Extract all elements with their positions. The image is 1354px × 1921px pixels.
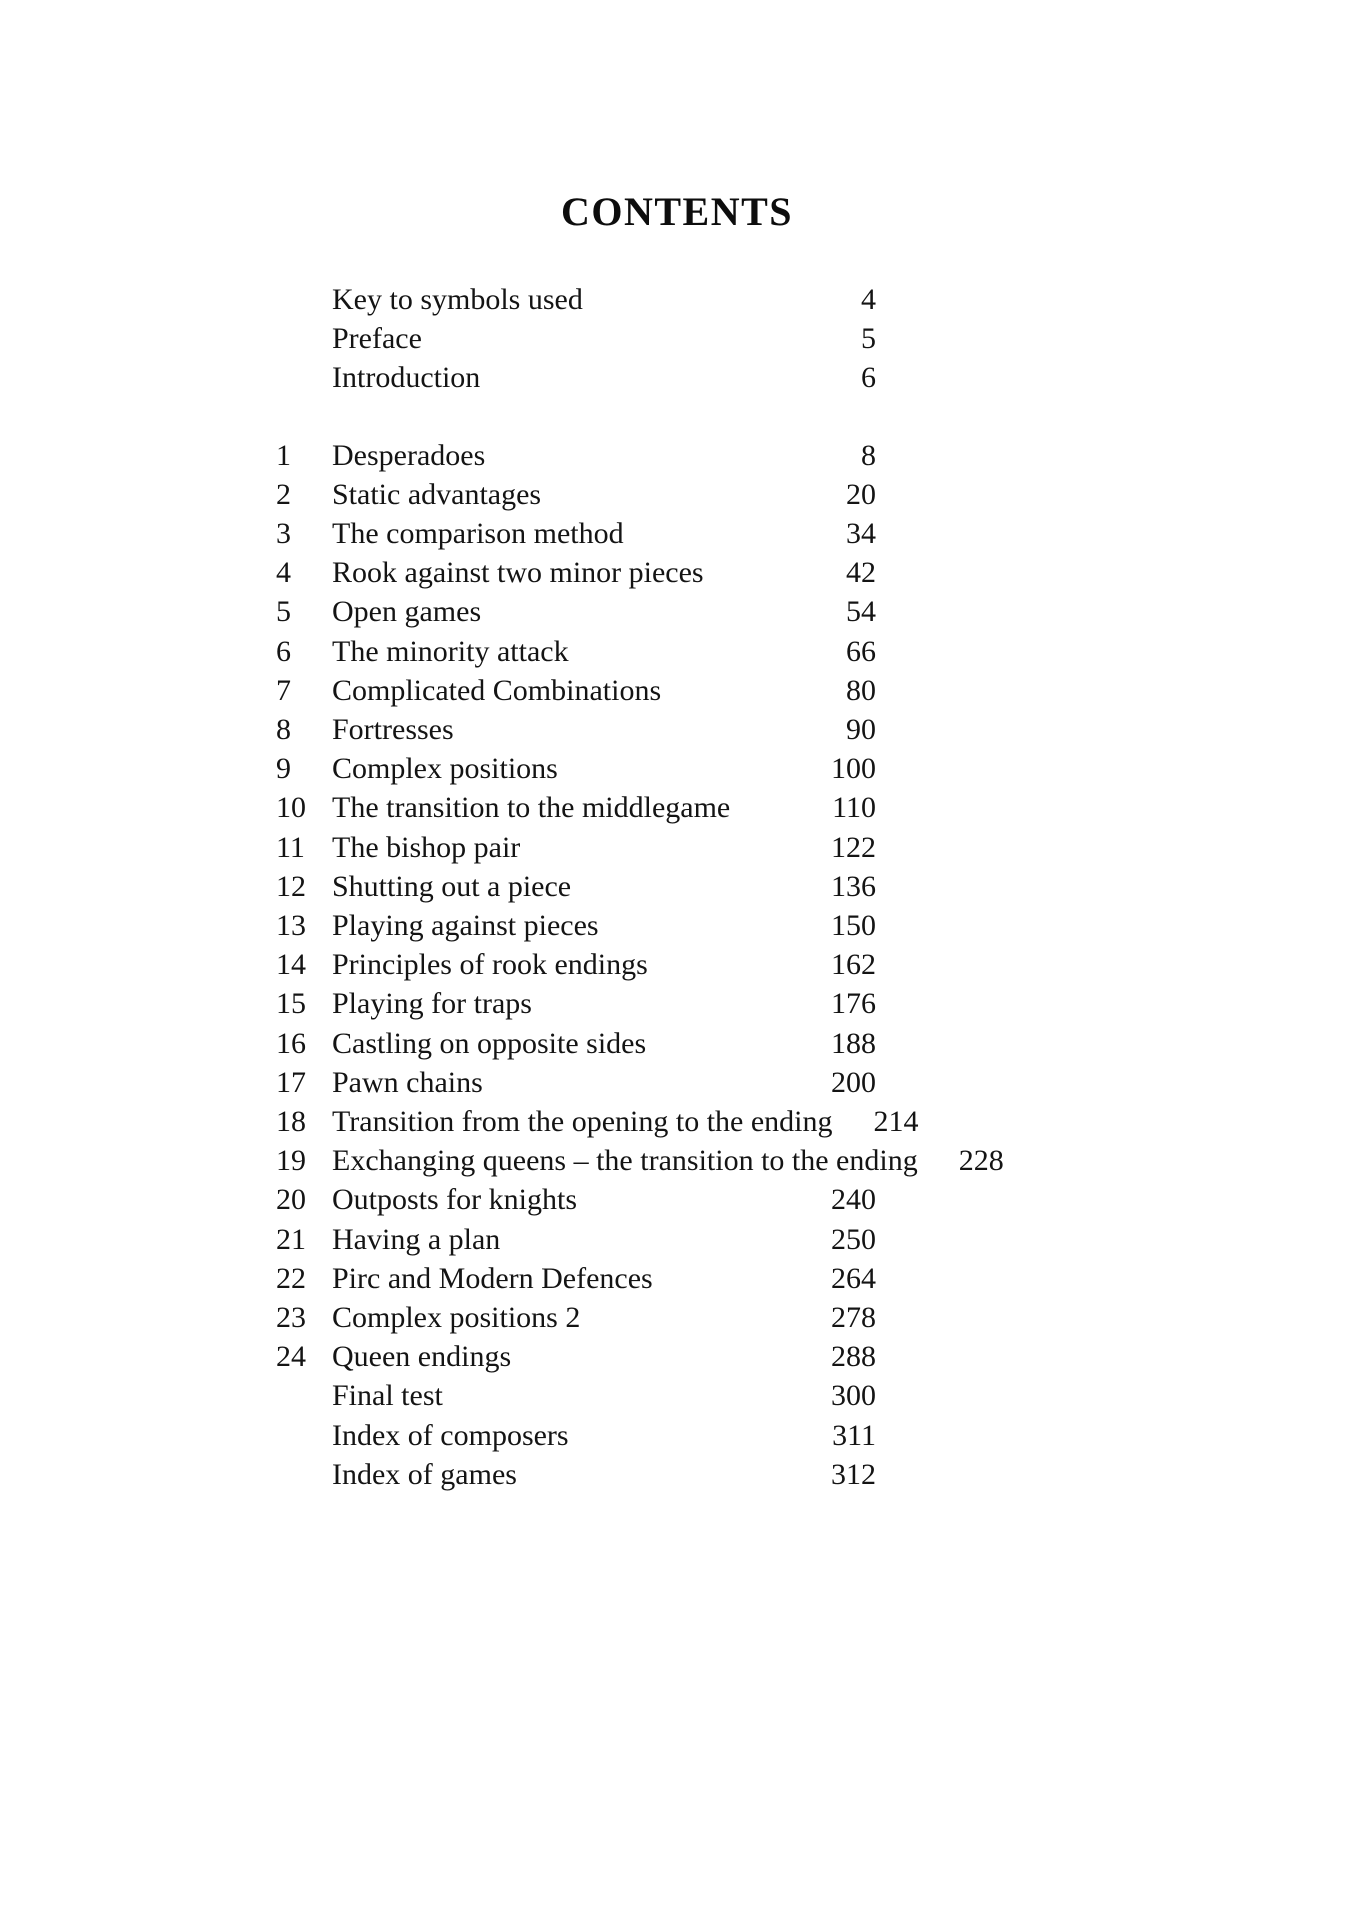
toc-entry-label: Transition from the opening to the ending — [332, 1105, 833, 1139]
toc-entry-label: Introduction — [332, 361, 481, 395]
toc-entry-label: Shutting out a piece — [332, 869, 572, 903]
toc-entry[interactable] — [276, 1337, 876, 1376]
toc-entry[interactable] — [276, 475, 876, 514]
toc-entry[interactable] — [276, 788, 876, 827]
toc-entry-label: Outposts for knights — [332, 1183, 578, 1217]
toc-entry-page: 80 — [846, 673, 876, 707]
page-title: CONTENTS — [560, 189, 794, 234]
toc-entry[interactable] — [276, 280, 876, 319]
toc-entry-label: Playing for traps — [332, 987, 532, 1021]
toc-entry[interactable] — [276, 319, 876, 358]
toc-entry[interactable] — [276, 945, 876, 984]
toc-entry-label: Key to symbols used — [332, 283, 583, 316]
toc-entry-page: 20 — [846, 477, 876, 511]
toc-entry[interactable] — [276, 1455, 876, 1494]
toc-entry-page: 228 — [958, 1144, 1004, 1178]
toc-entry[interactable] — [276, 984, 876, 1023]
toc-entry-number: 20 — [276, 1183, 306, 1217]
toc-entry-label: The comparison method — [332, 517, 624, 551]
toc-entry-label: Final test — [332, 1379, 443, 1413]
toc-entry-page: 278 — [831, 1301, 876, 1335]
toc-entry[interactable] — [276, 1063, 876, 1102]
toc-entry-label: Queen endings — [332, 1340, 512, 1374]
toc-entry-page: 240 — [831, 1183, 876, 1217]
toc-entry-label: Index of composers — [332, 1418, 569, 1452]
toc-entry-page: 4 — [861, 283, 876, 316]
toc-entry-label: Principles of rook endings — [332, 948, 648, 982]
toc-entry-label: The transition to the middlegame — [332, 791, 731, 825]
toc-entry[interactable] — [276, 1376, 876, 1415]
toc-entry[interactable] — [276, 1180, 876, 1219]
toc-entry-number: 19 — [276, 1144, 306, 1178]
toc-entry-number: 15 — [276, 987, 306, 1021]
toc-entry-label: Index of games — [332, 1457, 517, 1491]
toc-entry-number: 10 — [276, 791, 306, 825]
toc-entry-page: 136 — [831, 869, 876, 903]
toc-entry-label: Desperadoes — [332, 438, 486, 472]
toc-entry-page: 34 — [846, 517, 876, 551]
toc-entry-page: 176 — [831, 987, 876, 1021]
toc-entry-page: 5 — [861, 322, 876, 356]
toc-entry[interactable] — [276, 906, 876, 945]
section-divider — [276, 398, 876, 436]
toc-entry[interactable] — [276, 867, 876, 906]
toc-entry-page: 90 — [846, 713, 876, 747]
toc-entry-page: 122 — [831, 830, 876, 864]
toc-entry-label: Open games — [332, 595, 482, 629]
toc-entry-number: 1 — [276, 438, 291, 472]
toc-entry[interactable] — [276, 1102, 919, 1141]
toc-entry[interactable] — [276, 436, 876, 475]
toc-entry-page: 214 — [873, 1105, 919, 1139]
toc-entry-number: 17 — [276, 1065, 306, 1099]
toc-entry[interactable] — [276, 1259, 876, 1298]
toc-entry-page: 6 — [861, 361, 876, 395]
toc-entry-page: 162 — [831, 948, 876, 982]
toc-entry-label: The bishop pair — [332, 830, 521, 864]
toc-entry-number: 7 — [276, 673, 291, 707]
toc-entry-label: Complex positions — [332, 752, 558, 786]
toc-entry-page: 264 — [831, 1261, 876, 1295]
toc-entry[interactable] — [276, 1220, 876, 1259]
toc-entry-page: 288 — [831, 1340, 876, 1374]
toc-entry-page: 200 — [831, 1065, 876, 1099]
toc-entry-page: 300 — [831, 1379, 876, 1413]
toc-entry-page: 42 — [846, 556, 876, 590]
toc-entry[interactable] — [276, 710, 876, 749]
toc-entry-number: 6 — [276, 634, 291, 668]
toc-entry[interactable] — [276, 514, 876, 553]
toc-entry-number: 16 — [276, 1026, 306, 1060]
toc-entry-number: 3 — [276, 517, 291, 551]
toc-entry[interactable] — [276, 671, 876, 710]
toc-entry-number: 9 — [276, 752, 291, 786]
toc-entry[interactable] — [276, 553, 876, 592]
chapter-list — [276, 436, 1004, 1494]
toc-entry-number: 18 — [276, 1105, 306, 1139]
toc-entry-page: 312 — [831, 1457, 876, 1491]
toc-entry-label: The minority attack — [332, 634, 569, 668]
toc-entry-label: Rook against two minor pieces — [332, 556, 704, 590]
toc-entry-label: Pirc and Modern Defences — [332, 1261, 653, 1295]
toc-entry-number: 23 — [276, 1301, 306, 1335]
table-of-contents — [276, 280, 1004, 1494]
toc-entry-number: 11 — [276, 830, 305, 864]
toc-entry-page: 100 — [831, 752, 876, 786]
toc-entry-number: 13 — [276, 909, 306, 943]
toc-entry[interactable] — [276, 592, 876, 631]
toc-entry-number: 4 — [276, 556, 291, 590]
toc-entry-page: 54 — [846, 595, 876, 629]
toc-entry[interactable] — [276, 1141, 1004, 1180]
toc-entry-number: 22 — [276, 1261, 306, 1295]
toc-entry-label: Playing against pieces — [332, 909, 599, 943]
toc-entry-page: 311 — [832, 1418, 876, 1452]
toc-entry-page: 8 — [861, 438, 876, 472]
front-matter-list — [276, 280, 876, 398]
toc-entry[interactable] — [276, 828, 876, 867]
toc-entry[interactable] — [276, 1298, 876, 1337]
toc-entry[interactable] — [276, 632, 876, 671]
toc-entry-number: 2 — [276, 477, 291, 511]
toc-entry-number: 24 — [276, 1340, 306, 1374]
toc-entry-label: Having a plan — [332, 1222, 501, 1256]
toc-entry-number: 12 — [276, 869, 306, 903]
toc-entry-page: 66 — [846, 634, 876, 668]
toc-entry-page: 110 — [832, 791, 876, 825]
toc-entry-number: 5 — [276, 595, 291, 629]
toc-entry-label: Static advantages — [332, 477, 542, 511]
toc-entry[interactable] — [276, 749, 876, 788]
toc-entry-label: Pawn chains — [332, 1065, 483, 1099]
toc-entry[interactable] — [276, 1024, 876, 1063]
toc-entry-label: Complex positions 2 — [332, 1301, 581, 1335]
toc-entry[interactable] — [276, 1416, 876, 1455]
toc-entry-label: Complicated Combinations — [332, 673, 662, 707]
toc-entry-label: Exchanging queens – the transition to the ending — [332, 1144, 918, 1178]
toc-entry[interactable] — [276, 358, 876, 397]
toc-entry-number: 8 — [276, 713, 291, 747]
toc-entry-label: Preface — [332, 322, 422, 356]
toc-entry-page: 250 — [831, 1222, 876, 1256]
toc-entry-page: 188 — [831, 1026, 876, 1060]
toc-entry-label: Castling on opposite sides — [332, 1026, 647, 1060]
toc-entry-number: 14 — [276, 948, 306, 982]
toc-entry-label: Fortresses — [332, 713, 454, 747]
toc-entry-page: 150 — [831, 909, 876, 943]
toc-entry-number: 21 — [276, 1222, 306, 1256]
